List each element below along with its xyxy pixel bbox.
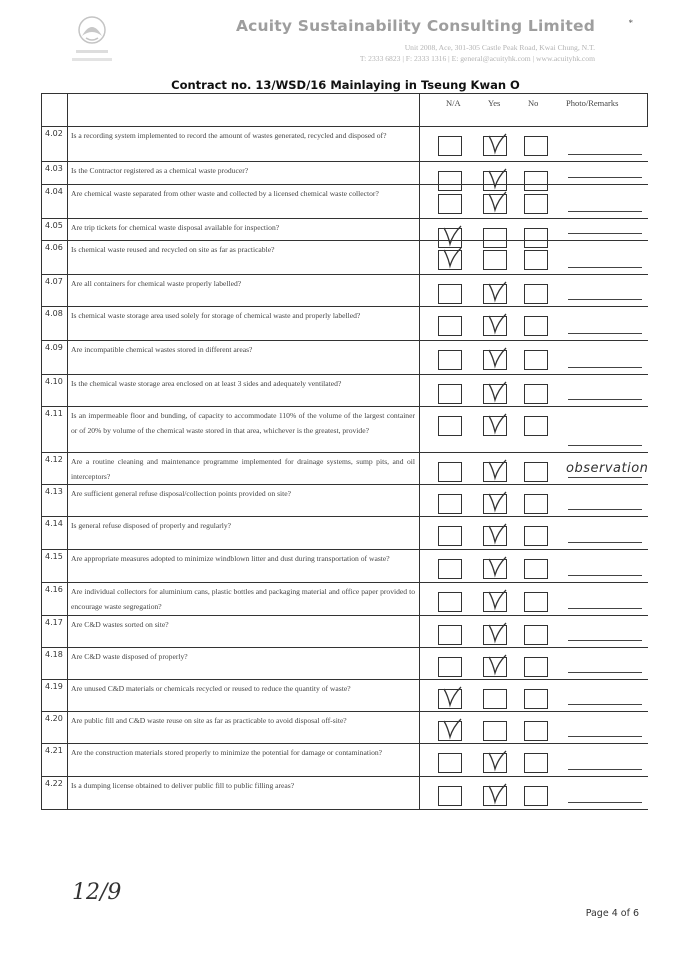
answer-cell: [420, 744, 648, 777]
table-row: [42, 127, 648, 162]
check-mark-icon: [486, 750, 508, 772]
answer-cell: [420, 185, 648, 219]
answer-cell: [420, 275, 648, 307]
item-question: Is chemical waste reused and recycled on site as far as practicable?: [68, 241, 420, 275]
check-mark-icon: [486, 556, 508, 578]
item-question: Is the Contractor registered as a chemical waste producer?: [68, 162, 420, 185]
item-number: 4.03: [42, 162, 68, 185]
checklist-table: [41, 93, 648, 810]
item-number: 4.11: [42, 407, 68, 453]
table-row: [42, 162, 648, 185]
checkbox-no[interactable]: [524, 592, 548, 612]
item-question: Are trip tickets for chemical waste disposal available for inspection?: [68, 219, 420, 241]
item-question: Is general refuse disposed of properly and regularly?: [68, 517, 420, 550]
checkbox-yes[interactable]: [483, 721, 507, 741]
answer-cell: [420, 517, 648, 550]
remark-line: [568, 299, 642, 300]
checkbox-na[interactable]: [438, 250, 462, 270]
checkbox-na[interactable]: [438, 559, 462, 579]
checkbox-no[interactable]: [524, 657, 548, 677]
item-question: Are C&D waste disposed of properly?: [68, 648, 420, 680]
table-row: [42, 219, 648, 241]
checkbox-no[interactable]: [524, 559, 548, 579]
checkbox-na[interactable]: [438, 689, 462, 709]
answer-cell: [420, 680, 648, 712]
table-row: [42, 275, 648, 307]
item-question: Is chemical waste storage area used solely for storage of chemical waste and properly labelled?: [68, 307, 420, 341]
table-row: [42, 241, 648, 275]
checkbox-yes[interactable]: [483, 416, 507, 436]
checkbox-no[interactable]: [524, 384, 548, 404]
table-row: [42, 185, 648, 219]
check-mark-icon: [486, 347, 508, 369]
company-address: [360, 42, 595, 64]
checkbox-no[interactable]: [524, 284, 548, 304]
check-mark-icon: [486, 191, 508, 213]
table-row: [42, 712, 648, 744]
checkbox-yes[interactable]: [483, 136, 507, 156]
item-number: 4.02: [42, 127, 68, 162]
checkbox-yes[interactable]: [483, 786, 507, 806]
item-number: 4.22: [42, 777, 68, 810]
table-row: [42, 517, 648, 550]
table-row: [42, 341, 648, 375]
checkbox-no[interactable]: [524, 416, 548, 436]
table-row: [42, 583, 648, 616]
check-mark-icon: [486, 313, 508, 335]
remark-text: observation: [566, 461, 649, 476]
item-question: Are unused C&D materials or chemicals recycled or reused to reduce the quantity of waste?: [68, 680, 420, 712]
check-mark-icon: [486, 381, 508, 403]
answer-cell: [420, 777, 648, 810]
checkbox-yes[interactable]: [483, 284, 507, 304]
address-line-2: T: 2333 6823 | F: 2333 1316 | E: general@acuityhk.com | www.acuityhk.com: [359, 54, 595, 63]
remark-line: [568, 640, 642, 641]
checkbox-na[interactable]: [438, 350, 462, 370]
checkbox-yes[interactable]: [483, 384, 507, 404]
item-number: 4.06: [42, 241, 68, 275]
item-question: Are chemical waste separated from other waste and collected by a licensed chemical waste collector?: [68, 185, 420, 219]
check-mark-icon: [486, 523, 508, 545]
checkbox-no[interactable]: [524, 462, 548, 482]
table-row: [42, 375, 648, 407]
item-number: 4.07: [42, 275, 68, 307]
remark-line: [568, 802, 642, 803]
checkbox-na[interactable]: [438, 753, 462, 773]
answer-cell: [420, 127, 648, 162]
table-row: [42, 616, 648, 648]
table-row: [42, 307, 648, 341]
checkbox-yes[interactable]: [483, 194, 507, 214]
item-question: Are incompatible chemical wastes stored in different areas?: [68, 341, 420, 375]
remark-line: [568, 477, 642, 478]
item-question: Are public fill and C&D waste reuse on site as far as practicable to avoid disposal off-site?: [68, 712, 420, 744]
item-question: Are sufficient general refuse disposal/collection points provided on site?: [68, 485, 420, 517]
remark-line: [568, 333, 642, 334]
checkbox-yes[interactable]: [483, 316, 507, 336]
check-mark-icon: [441, 686, 463, 708]
check-mark-icon: [486, 783, 508, 805]
item-number: 4.12: [42, 453, 68, 485]
remark-line: [568, 769, 642, 770]
item-question: Are the construction materials stored properly to minimize the potential for damage or contamination?: [68, 744, 420, 777]
checkbox-yes[interactable]: [483, 526, 507, 546]
checkbox-no[interactable]: [524, 316, 548, 336]
answer-cell: [420, 648, 648, 680]
checkbox-yes[interactable]: [483, 494, 507, 514]
item-question: Are appropriate measures adopted to minimize windblown litter and dust during transportation of waste?: [68, 550, 420, 583]
checkbox-no[interactable]: [524, 350, 548, 370]
check-mark-icon: [486, 654, 508, 676]
checkbox-yes[interactable]: [483, 559, 507, 579]
table-row: [42, 453, 648, 485]
answer-cell: [420, 241, 648, 275]
table-row: [42, 680, 648, 712]
remark-line: [568, 542, 642, 543]
checkbox-na[interactable]: [438, 194, 462, 214]
item-number: 4.19: [42, 680, 68, 712]
item-number: 4.08: [42, 307, 68, 341]
check-mark-icon: [486, 622, 508, 644]
page-number: Page 4 of 6: [585, 908, 639, 919]
checkbox-no[interactable]: [524, 494, 548, 514]
header-answer-cell: [420, 94, 648, 127]
checkbox-no[interactable]: [524, 689, 548, 709]
check-mark-icon: [441, 247, 463, 269]
check-mark-icon: [486, 589, 508, 611]
checkbox-na[interactable]: [438, 657, 462, 677]
item-number: 4.04: [42, 185, 68, 219]
checkbox-na[interactable]: [438, 416, 462, 436]
checkbox-na[interactable]: [438, 721, 462, 741]
header-question-cell: [68, 94, 420, 127]
checkbox-na[interactable]: [438, 786, 462, 806]
remark-line: [568, 509, 642, 510]
table-row: [42, 648, 648, 680]
checkbox-no[interactable]: [524, 136, 548, 156]
handwritten-initials: 12/9: [72, 880, 122, 905]
checkbox-na[interactable]: [438, 526, 462, 546]
checkbox-na[interactable]: [438, 592, 462, 612]
checkbox-no[interactable]: [524, 194, 548, 214]
check-mark-icon: [486, 459, 508, 481]
item-question: Is a dumping license obtained to deliver public fill to public filling areas?: [68, 777, 420, 810]
checkbox-yes[interactable]: [483, 689, 507, 709]
checkbox-na[interactable]: [438, 494, 462, 514]
checkbox-yes[interactable]: [483, 592, 507, 612]
checkbox-yes[interactable]: [483, 753, 507, 773]
col-na-label: N/A: [446, 98, 461, 108]
col-yes-label: Yes: [488, 98, 501, 108]
answer-cell: [420, 162, 648, 185]
remark-line: [568, 704, 642, 705]
remark-line: [568, 233, 642, 234]
item-number: 4.13: [42, 485, 68, 517]
checkbox-no[interactable]: [524, 753, 548, 773]
item-number: 4.10: [42, 375, 68, 407]
table-row: [42, 550, 648, 583]
checkbox-no[interactable]: [524, 625, 548, 645]
header-num-cell: [42, 94, 68, 127]
answer-cell: [420, 453, 648, 485]
item-question: Is a recording system implemented to record the amount of wastes generated, recycled and disposed of?: [68, 127, 420, 162]
checkbox-na[interactable]: [438, 462, 462, 482]
remark-line: [568, 154, 642, 155]
item-question: Are a routine cleaning and maintenance programme implemented for drainage systems, sump pits, and oil interceptors?: [68, 453, 420, 485]
corner-mark: *: [628, 18, 633, 28]
item-question: Are individual collectors for aluminium cans, plastic bottles and packaging material and office paper provided to encourage waste segregation?: [68, 583, 420, 616]
item-number: 4.21: [42, 744, 68, 777]
remark-line: [568, 267, 642, 268]
check-mark-icon: [486, 133, 508, 155]
checkbox-yes[interactable]: [483, 250, 507, 270]
answer-cell: [420, 485, 648, 517]
checkbox-na[interactable]: [438, 384, 462, 404]
checkbox-na[interactable]: [438, 625, 462, 645]
checkbox-yes[interactable]: [483, 625, 507, 645]
address-line-1: Unit 2008, Ace, 301-305 Castle Peak Road, Kwai Chung, N.T.: [404, 43, 595, 52]
company-name: Acuity Sustainability Consulting Limited: [235, 17, 595, 35]
table-row: [42, 485, 648, 517]
checkbox-no[interactable]: [524, 786, 548, 806]
item-number: 4.20: [42, 712, 68, 744]
col-remarks-label: Photo/Remarks: [566, 98, 619, 108]
item-number: 4.14: [42, 517, 68, 550]
checkbox-na[interactable]: [438, 284, 462, 304]
checkbox-na[interactable]: [438, 136, 462, 156]
table-row: [42, 777, 648, 810]
remark-line: [568, 177, 642, 178]
remark-line: [568, 608, 642, 609]
checkbox-no[interactable]: [524, 721, 548, 741]
remark-line: [568, 445, 642, 446]
item-question: Are C&D wastes sorted on site?: [68, 616, 420, 648]
checkbox-yes[interactable]: [483, 657, 507, 677]
answer-cell: [420, 616, 648, 648]
item-question: Is an impermeable floor and bunding, of capacity to accommodate 110% of the volume of the largest container or of 20% by volume of the chemical waste stored in that area, whichever is the greatest, provide?: [68, 407, 420, 453]
answer-cell: [420, 712, 648, 744]
item-number: 4.16: [42, 583, 68, 616]
answer-cell: [420, 550, 648, 583]
check-mark-icon: [486, 491, 508, 513]
item-question: Are all containers for chemical waste properly labelled?: [68, 275, 420, 307]
remark-line: [568, 672, 642, 673]
answer-cell: [420, 307, 648, 341]
check-mark-icon: [441, 718, 463, 740]
remark-line: [568, 736, 642, 737]
answer-cell: [420, 341, 648, 375]
col-no-label: No: [528, 98, 539, 108]
item-number: 4.15: [42, 550, 68, 583]
table-row: [42, 407, 648, 453]
answer-cell: [420, 407, 648, 453]
header-row: [42, 94, 648, 127]
check-mark-icon: [486, 281, 508, 303]
remark-line: [568, 575, 642, 576]
checkbox-no[interactable]: [524, 526, 548, 546]
item-number: 4.05: [42, 219, 68, 241]
remark-line: [568, 399, 642, 400]
item-number: 4.09: [42, 341, 68, 375]
page-title: Contract no. 13/WSD/16 Mainlaying in Tseung Kwan O: [171, 78, 520, 92]
checkbox-yes[interactable]: [483, 462, 507, 482]
item-number: 4.17: [42, 616, 68, 648]
item-question: Is the chemical waste storage area enclosed on at least 3 sides and adequately ventilated?: [68, 375, 420, 407]
answer-cell: [420, 375, 648, 407]
table-row: [42, 744, 648, 777]
checkbox-yes[interactable]: [483, 350, 507, 370]
answer-cell: [420, 583, 648, 616]
remark-line: [568, 211, 642, 212]
checkbox-no[interactable]: [524, 250, 548, 270]
checkbox-na[interactable]: [438, 316, 462, 336]
answer-cell: [420, 219, 648, 241]
check-mark-icon: [486, 413, 508, 435]
item-number: 4.18: [42, 648, 68, 680]
remark-line: [568, 367, 642, 368]
